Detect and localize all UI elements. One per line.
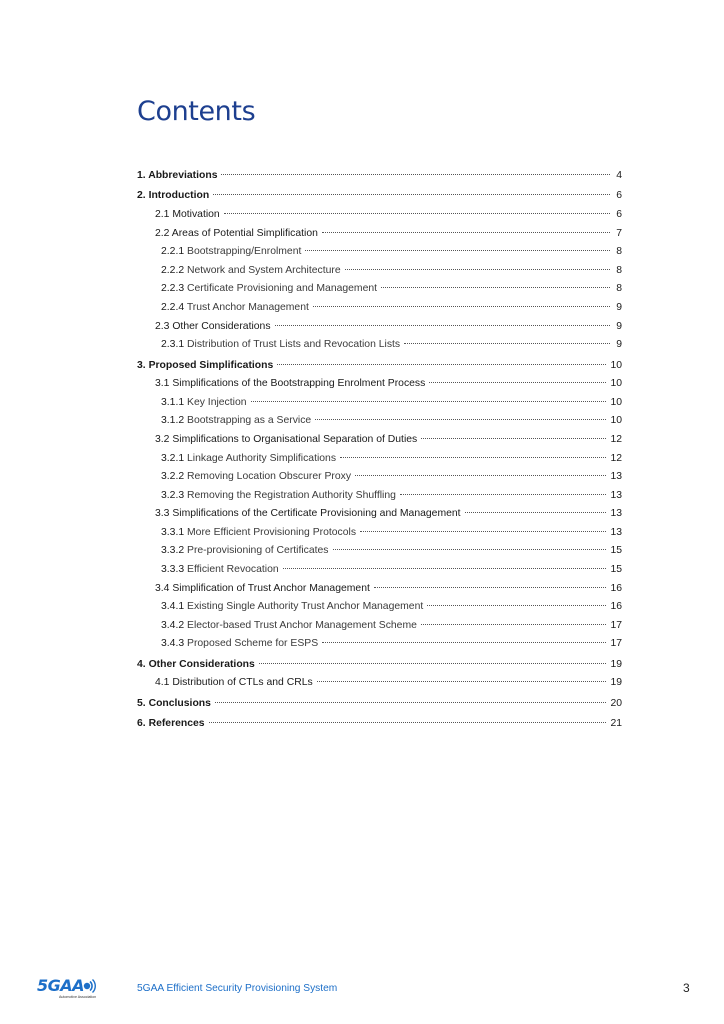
toc-entry-number: 1. (137, 170, 146, 181)
toc-entry-page: 15 (610, 564, 622, 576)
toc-entry-page: 4 (616, 170, 622, 181)
toc-entry-number: 2. (137, 190, 146, 202)
toc-entry-page: 10 (610, 359, 622, 371)
toc-entry-page: 12 (610, 433, 622, 445)
logo-wordmark: 5GAA (37, 976, 85, 995)
toc-leader-dots (277, 354, 606, 365)
toc-entry-label (161, 561, 279, 580)
toc-entry-page: 10 (610, 378, 622, 390)
toc-entry-label (161, 450, 336, 469)
toc-entry-label (137, 695, 211, 714)
toc-entry-page: 8 (616, 246, 622, 258)
toc-entry-label (155, 206, 220, 225)
logo-tagline: Automotive Association (59, 995, 97, 999)
toc-entry-title: More Efficient Provisioning Protocols (187, 526, 357, 538)
toc-leader-dots (215, 692, 607, 703)
toc-leader-dots (213, 184, 610, 195)
toc-entry-number: 3.3 (155, 508, 170, 520)
toc-entry-number: 2.3.1 (161, 339, 185, 351)
toc-leader-dots (404, 333, 610, 344)
toc-entry-title: Simplification of Trust Anchor Management (172, 582, 370, 594)
toc-leader-dots (374, 577, 607, 588)
toc-entry-page: 9 (616, 320, 622, 332)
toc-entry-page: 20 (610, 697, 622, 709)
toc-entry-title: Simplifications to Organisational Separation of Duties (172, 433, 418, 445)
toc-entry-label (161, 262, 341, 281)
toc-leader-dots (313, 296, 610, 307)
toc-entry-label (161, 336, 400, 355)
toc-leader-dots (355, 465, 606, 476)
toc-leader-dots (381, 277, 610, 288)
toc-entry[interactable] (137, 715, 622, 734)
toc-entry-title: Key Injection (187, 396, 247, 408)
toc-entry-page: 15 (610, 545, 622, 557)
toc-entry-title: Certificate Provisioning and Management (187, 283, 378, 295)
toc-entry-label (155, 674, 313, 693)
toc-entry-label (161, 524, 356, 543)
toc-entry-page: 13 (610, 526, 622, 538)
toc-entry-page: 21 (610, 718, 622, 730)
toc-entry-page: 9 (616, 301, 622, 313)
toc-entry-title: Other Considerations (172, 320, 271, 332)
toc-entry-number: 3.1.1 (161, 396, 185, 408)
toc-entry-page: 13 (610, 489, 622, 501)
page-number: 3 (683, 981, 690, 995)
toc-entry-title: Simplifications of the Certificate Provisioning and Management (172, 508, 461, 520)
toc-entry-number: 3.2.3 (161, 489, 185, 501)
toc-entry-title: Pre-provisioning of Certificates (187, 545, 329, 557)
toc-entry-label (161, 243, 301, 262)
toc-entry-page: 19 (610, 677, 622, 689)
toc-leader-dots (429, 372, 606, 383)
toc-entry-title: Removing Location Obscurer Proxy (187, 471, 352, 483)
toc-entry-number: 3.2 (155, 433, 170, 445)
toc-entry-page: 10 (610, 415, 622, 427)
toc-entry-number: 6. (137, 718, 146, 730)
toc-leader-dots (305, 240, 610, 251)
toc-entry-number: 2.1 (155, 208, 170, 220)
page-title: Contents (137, 96, 256, 127)
toc-entry-title: Linkage Authority Simplifications (187, 452, 337, 464)
toc-entry[interactable] (137, 635, 622, 654)
toc-entry-number: 5. (137, 697, 146, 709)
toc-leader-dots (345, 259, 610, 270)
toc-entry[interactable] (137, 167, 622, 186)
toc-entry-label (161, 394, 247, 413)
toc-entry-page: 16 (610, 601, 622, 613)
toc-entry-number: 3.1.2 (161, 415, 185, 427)
signal-icon (83, 978, 97, 994)
toc-leader-dots (400, 484, 607, 495)
toc-entry-title: Introduction (148, 190, 210, 202)
toc-leader-dots (251, 391, 607, 402)
toc-entry-number: 2.3 (155, 320, 170, 332)
toc-entry-title: Abbreviations (148, 170, 218, 181)
toc-entry-page: 13 (610, 508, 622, 520)
toc-entry-number: 3.4.3 (161, 638, 185, 650)
toc-entry-number: 3. (137, 359, 146, 371)
toc-entry-number: 3.4.2 (161, 619, 185, 631)
toc-entry-title: Elector-based Trust Anchor Management Scheme (187, 619, 417, 631)
toc-entry-page: 13 (610, 471, 622, 483)
toc-entry-number: 3.3.1 (161, 526, 185, 538)
toc-leader-dots (360, 521, 606, 532)
toc-entry-page: 12 (610, 452, 622, 464)
toc-entry-label (137, 715, 205, 734)
footer-document-title: 5GAA Efficient Security Provisioning System (137, 983, 338, 994)
toc-entry-number: 3.4 (155, 582, 170, 594)
toc-entry[interactable] (137, 695, 622, 714)
toc-entry-number: 2.2 (155, 227, 170, 239)
toc-entry-number: 2.2.2 (161, 264, 185, 276)
toc-entry-title: Distribution of CTLs and CRLs (172, 677, 313, 689)
toc-entry-label (137, 656, 255, 675)
toc-entry-number: 2.2.3 (161, 283, 185, 295)
toc-entry-label (161, 598, 423, 617)
toc-entry-title: Bootstrapping/Enrolment (187, 246, 302, 258)
logo (37, 976, 107, 1002)
toc-entry-label (137, 167, 217, 186)
toc-leader-dots (340, 447, 606, 458)
toc-entry-title: Simplifications of the Bootstrapping Enrolment Process (172, 378, 426, 390)
toc-entry-number: 2.2.1 (161, 246, 185, 258)
toc-entry-number: 3.3.2 (161, 545, 185, 557)
toc-leader-dots (224, 203, 610, 214)
toc-entry-title: Areas of Potential Simplification (171, 227, 318, 239)
toc-entry-number: 3.2.1 (161, 452, 185, 464)
toc-entry[interactable] (137, 336, 622, 355)
toc-leader-dots (259, 653, 607, 664)
toc-entry-page: 8 (616, 264, 622, 276)
toc-leader-dots (209, 712, 607, 723)
toc-entry-title: Distribution of Trust Lists and Revocation Lists (187, 339, 401, 351)
toc-entry-page: 8 (616, 283, 622, 295)
toc-leader-dots (427, 595, 606, 606)
toc-leader-dots (421, 428, 606, 439)
toc-entry-label (155, 580, 370, 599)
toc-entry-label (161, 635, 318, 654)
toc-entry-page: 10 (610, 396, 622, 408)
toc-entry-label (161, 468, 351, 487)
toc-entry-page: 17 (610, 619, 622, 631)
toc-leader-dots (315, 409, 606, 420)
toc-entry-page: 6 (616, 190, 622, 202)
toc-entry-title: References (148, 718, 205, 730)
toc-entry-page: 19 (610, 658, 622, 670)
toc-entry-title: Conclusions (148, 697, 211, 709)
toc-entry-number: 3.1 (155, 378, 170, 390)
toc-entry-title: Removing the Registration Authority Shuffling (187, 489, 396, 501)
toc-entry-number: 3.4.1 (161, 601, 185, 613)
toc-entry-label (161, 412, 311, 431)
toc-entry[interactable] (137, 674, 622, 693)
toc-leader-dots (317, 671, 607, 682)
toc-entry-label (155, 318, 271, 337)
toc-entry-page: 6 (616, 208, 622, 220)
toc-leader-dots (283, 558, 607, 569)
toc-entry-title: Network and System Architecture (187, 264, 341, 276)
toc-entry-number: 4. (137, 658, 146, 670)
toc-entry-label (137, 187, 209, 206)
toc-entry-label (137, 357, 273, 376)
toc-entry-title: Other Considerations (148, 658, 255, 670)
toc-entry-number: 4.1 (155, 677, 170, 689)
toc-entry-title: Proposed Scheme for ESPS (187, 638, 319, 650)
toc-entry-number: 3.2.2 (161, 471, 185, 483)
toc-entry-title: Proposed Simplifications (148, 359, 274, 371)
toc-entry-title: Efficient Revocation (187, 564, 279, 576)
toc-entry-label (161, 487, 396, 506)
toc-entry-title: Trust Anchor Management (186, 301, 309, 313)
toc-entry-page: 7 (616, 227, 622, 239)
toc-entry-page: 17 (610, 638, 622, 650)
toc-entry-title: Bootstrapping as a Service (187, 415, 312, 427)
toc-leader-dots (275, 315, 610, 326)
toc-entry-page: 9 (616, 339, 622, 351)
toc-entry-title: Existing Single Authority Trust Anchor Management (187, 601, 424, 613)
toc-leader-dots (322, 222, 610, 233)
toc-leader-dots (421, 614, 607, 625)
toc-leader-dots (465, 502, 607, 513)
table-of-contents (137, 167, 622, 734)
toc-leader-dots (333, 539, 607, 550)
toc-entry-number: 2.2.4 (161, 301, 185, 313)
toc-entry-title: Motivation (172, 208, 220, 220)
toc-leader-dots (221, 164, 610, 175)
toc-entry-label (155, 225, 318, 244)
toc-entry-page: 16 (610, 582, 622, 594)
toc-entry-number: 3.3.3 (161, 564, 185, 576)
toc-leader-dots (322, 632, 606, 643)
